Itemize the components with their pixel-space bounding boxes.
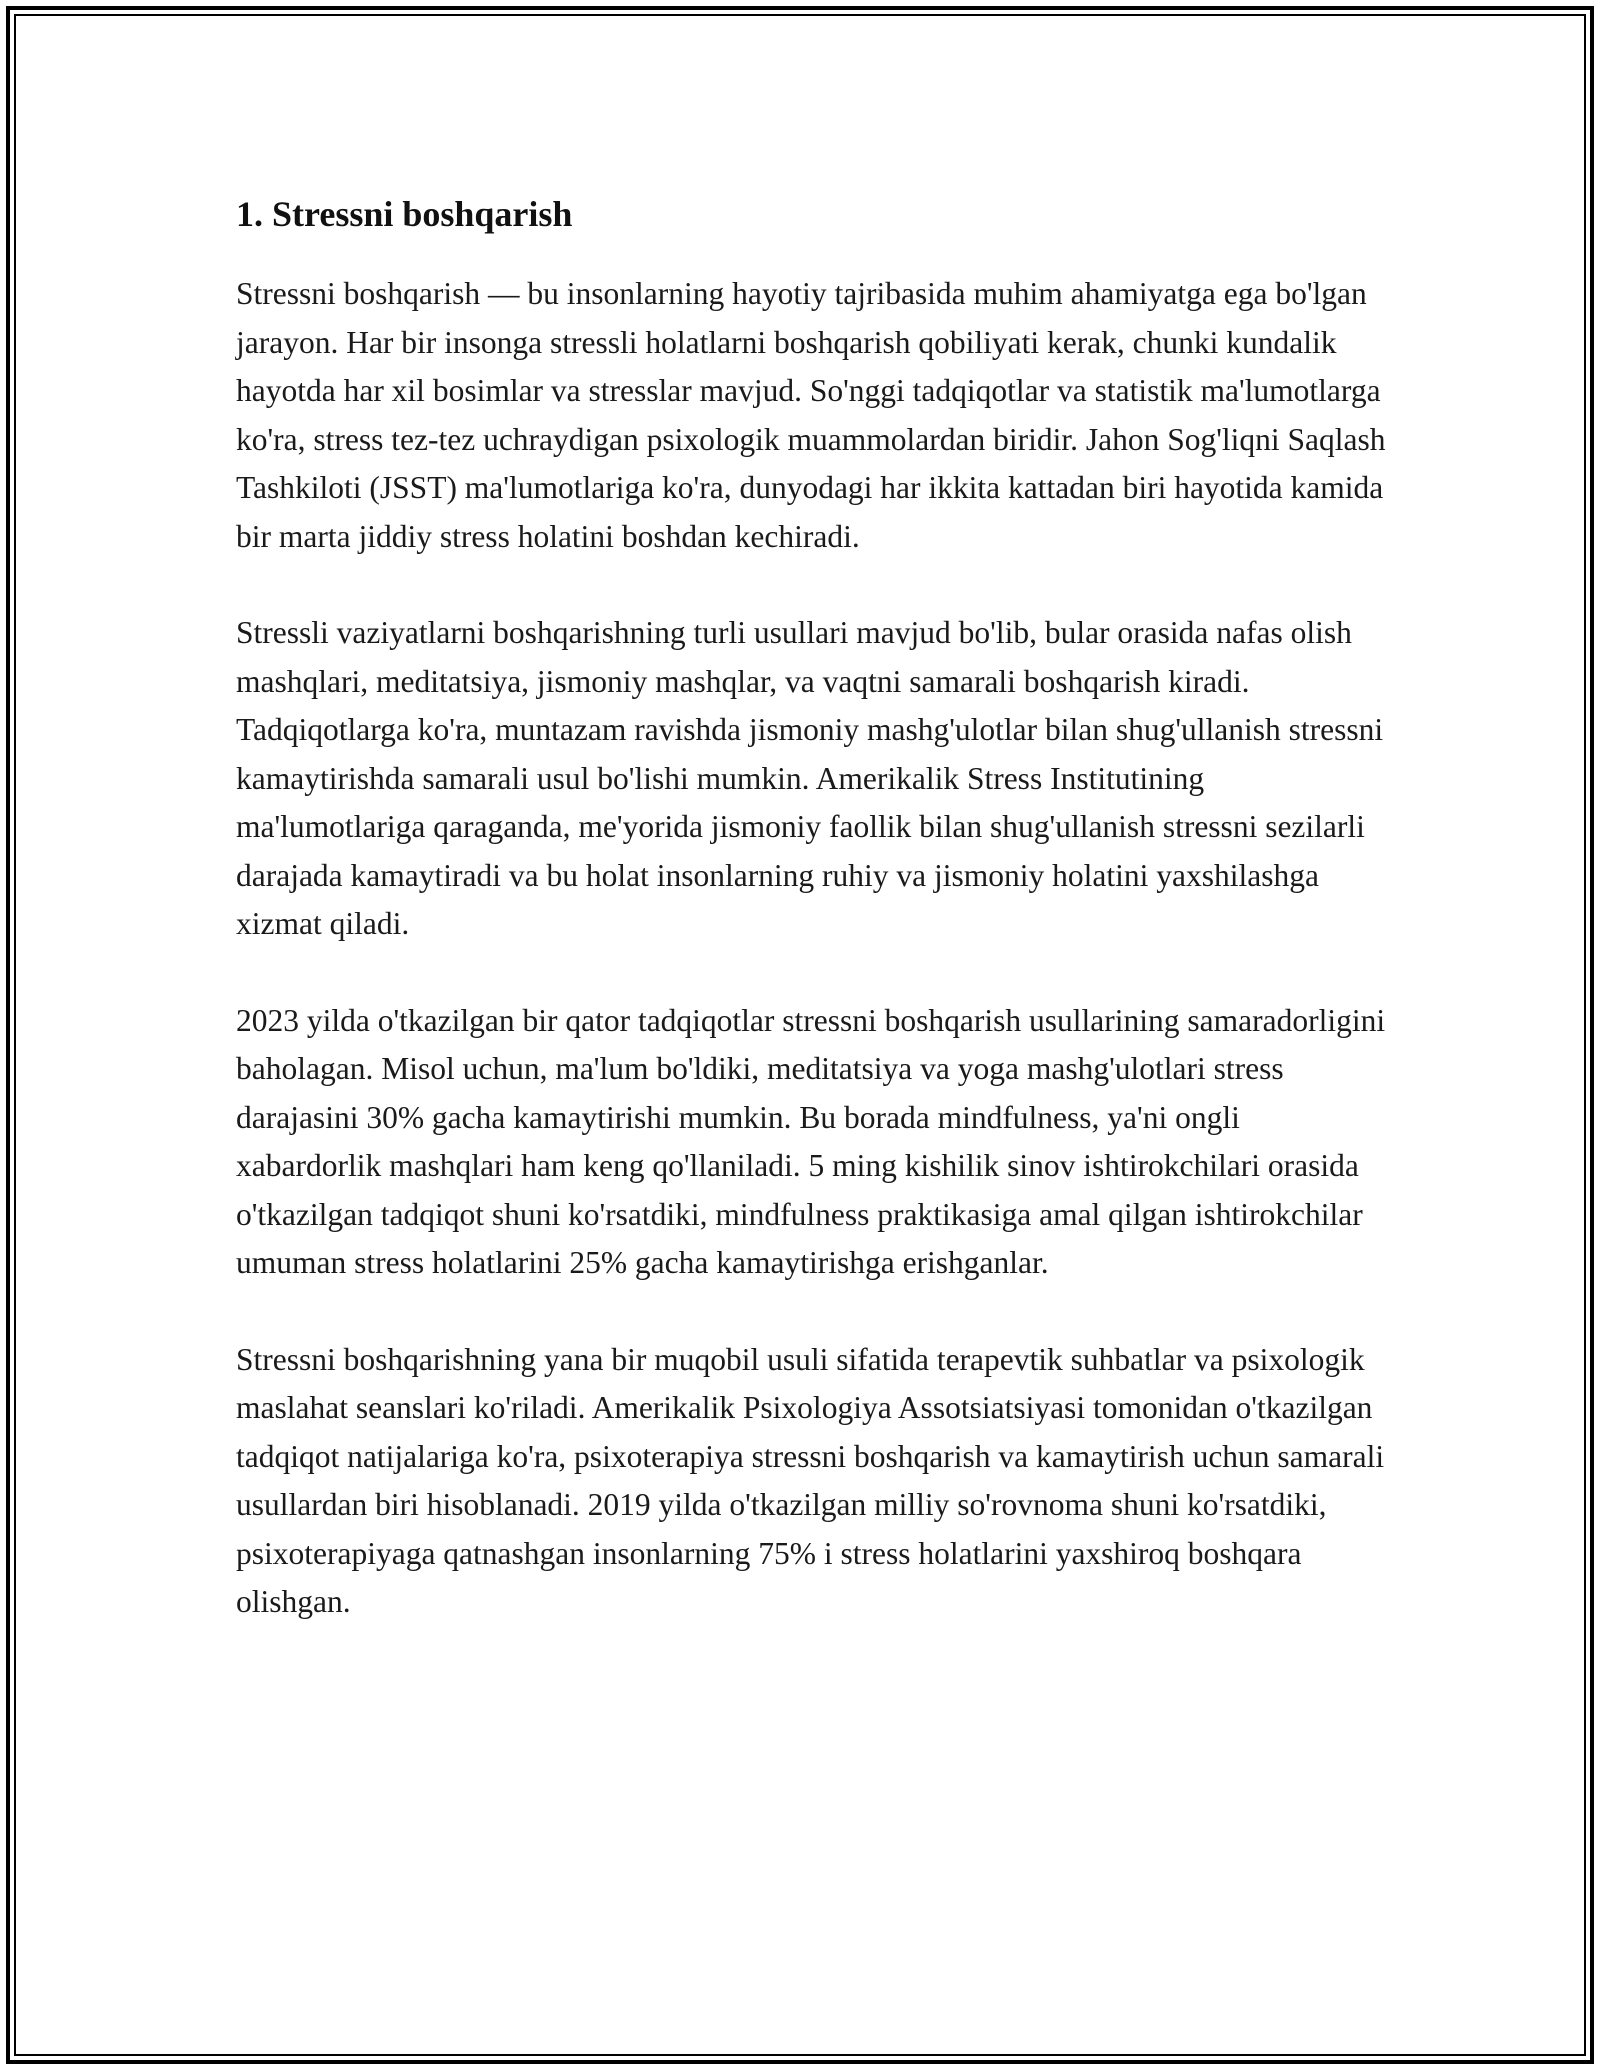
- paragraph-2: Stressli vaziyatlarni boshqarishning turli usullari mavjud bo'lib, bular orasida nafas olish mashqlari, meditatsiya, jismoniy mashqlar, va vaqtni samarali boshqarish kiradi. Tadqiqotlarga ko'ra, muntazam ravishda jismoniy mashg'ulotlar bilan shug'ullanish stressni kamaytirishda samarali usul bo'lishi mumkin. Amerikalik Stress Institutining ma'lumotlariga qaraganda, me'yorida jismoniy faollik bilan shug'ullanish stressni sezilarli darajada kamaytiradi va bu holat insonlarning ruhiy va jismoniy holatini yaxshilashga xizmat qiladi.: [236, 615, 1384, 941]
- document-body: [236, 186, 1386, 1675]
- section-heading: 1. Stressni boshqarish: [236, 194, 573, 234]
- paragraph-3: 2023 yilda o'tkazilgan bir qator tadqiqotlar stressni boshqarish usullarining samaradorligini baholagan. Misol uchun, ma'lum bo'ldiki, meditatsiya va yoga mashg'ulotlari stress darajasini 30% gacha kamaytirishi mumkin. Bu borada mindfulness, ya'ni ongli xabardorlik mashqlari ham keng qo'llaniladi. 5 ming kishilik sinov ishtirokchilari orasida o'tkazilgan tadqiqot shuni ko'rsatdiki, mindfulness praktikasiga amal qilgan ishtirokchilar umuman stress holatlarini 25% gacha kamaytirishga erishganlar.: [236, 1002, 1386, 1280]
- paragraph-4: Stressni boshqarishning yana bir muqobil usuli sifatida terapevtik suhbatlar va psixologik maslahat seanslari ko'riladi. Amerikalik Psixologiya Assotsiatsiyasi tomonidan o'tkazilgan tadqiqot natijalariga ko'ra, psixoterapiya stressni boshqarish va kamaytirish uchun samarali usullardan biri hisoblanadi. 2019 yilda o'tkazilgan milliy so'rovnoma shuni ko'rsatdiki, psixoterapiyaga qatnashgan insonlarning 75% i stress holatlarini yaxshiroq boshqara olishgan.: [236, 1341, 1385, 1619]
- paragraph-1: Stressni boshqarish — bu insonlarning hayotiy tajribasida muhim ahamiyatga ega bo'lgan jarayon. Har bir insonga stressli holatlarni boshqarish qobiliyati kerak, chunki kundalik hayotda har xil bosimlar va stresslar mavjud. So'nggi tadqiqotlar va statistik ma'lumotlarga ko'ra, stress tez-tez uchraydigan psixologik muammolardan biridir. Jahon Sog'liqni Saqlash Tashkiloti (JSST) ma'lumotlariga ko'ra, dunyodagi har ikkita kattadan biri hayotida kamida bir marta jiddiy stress holatini boshdan kechiradi.: [236, 276, 1386, 554]
